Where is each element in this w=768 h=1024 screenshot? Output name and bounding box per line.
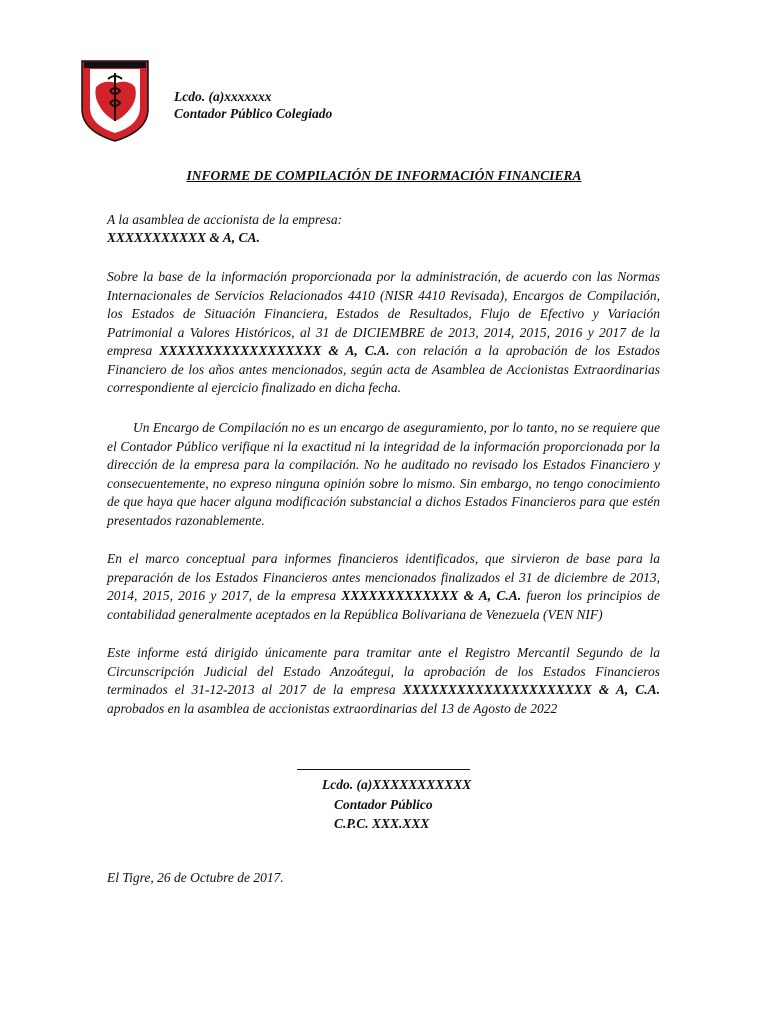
addressee-block (107, 211, 342, 247)
paragraph-1 (107, 268, 660, 398)
addressee-company: XXXXXXXXXXX & A, CA. (107, 230, 260, 245)
addressee-line: A la asamblea de accionista de la empresa: (107, 212, 343, 227)
paragraph-4-part-1: Este informe está dirigido únicamente para tramitar ante el Registro Mercantil Segundo de la Circunscripción Judicial del Estado Anzoátegui, la aprobación de los Estados Financieros terminados el 31-12-2013 al 2017 de la empresa (107, 645, 660, 697)
paragraph-3-part-2: fueron los principios de contabilidad generalmente aceptados en la República Bolivariana de Venezuela (VEN NIF) (107, 588, 660, 622)
signature-cpc: C.P.C. XXX.XXX (334, 816, 430, 831)
seal-top-band (84, 62, 146, 68)
paragraph-2: Un Encargo de Compilación no es un encargo de aseguramiento, por lo tanto, no se requiere que el Contador Público verifique ni la exactitud ni la integridad de la información proporcionada por la dirección de la empresa para la compilación. No he auditado no revisado los Estados Financiero y consecuentemente, no expreso ninguna opinión sobre lo mismo. Sin embargo, no tengo conocimiento de que haya que hacer alguna modificación substancial a dichos Estados Financieros para que estén presentados razonablemente. (107, 420, 660, 528)
paragraph-3-part-1: En el marco conceptual para informes financieros identificados, que sirvieron de base para la preparación de los Estados Financieros antes mencionados finalizados el 31 de diciembre de 2013, 2014, 2015, 2016 y 2017, de la empresa (107, 551, 660, 603)
header-block (174, 88, 332, 122)
place-date: El Tigre, 26 de Octubre de 2017. (107, 870, 284, 885)
header-title: Contador Público Colegiado (174, 106, 333, 121)
paragraph-3 (107, 550, 660, 624)
header-name: Lcdo. (a)xxxxxxx (174, 89, 272, 104)
signature-name: Lcdo. (a)XXXXXXXXXXX (322, 777, 472, 792)
paragraph-4 (107, 644, 660, 718)
document-title: INFORME DE COMPILACIÓN DE INFORMACIÓN FINANCIERA (186, 168, 582, 183)
paragraph-3-company: XXXXXXXXXXXXX & A, C.A. (341, 588, 522, 603)
signature-block (322, 775, 471, 834)
signature-title: Contador Público (334, 796, 433, 812)
signature-line (297, 769, 470, 770)
paragraph-4-part-2: aprobados en la asamblea de accionistas extraordinarias del 13 de Agosto de 2022 (107, 700, 558, 716)
paragraph-1-part-1: Sobre la base de la información proporcionada por la administración, de acuerdo con las Normas Internacionales de Servicios Relacionados 4410 (NISR 4410 Revisada), Encargos de Compilación, los Estados de Situación Financiera, Estados de Resultados, Flujo de Efectivo y Variación Patrimonial a Valores Históricos, al 31 de DICIEMBRE de 2013, 2014, 2015, 2016 y 2017 de la empresa (107, 269, 660, 358)
paragraph-1-company: XXXXXXXXXXXXXXXXXX & A, C.A. (159, 343, 390, 358)
paragraph-4-company: XXXXXXXXXXXXXXXXXXXXX & A, C.A. (402, 682, 660, 697)
ccpv-seal-logo (80, 57, 150, 143)
paragraph-1-part-2: con relación a la aprobación de los Estados Financiero de los años antes mencionados, según acta de Asamblea de Accionistas Extraordinarias correspondiente al ejercicio finalizado en dicha fecha. (107, 343, 660, 395)
